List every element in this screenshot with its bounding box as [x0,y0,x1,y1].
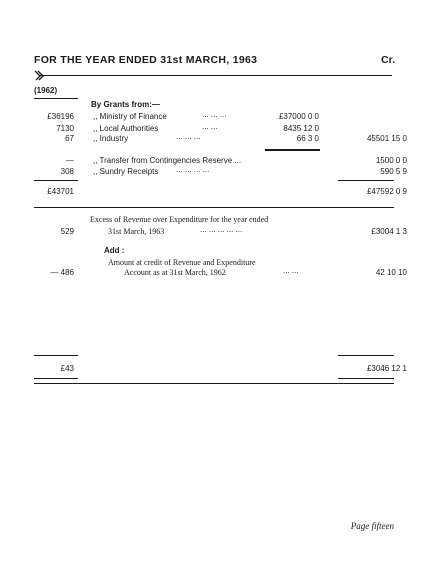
subtotal-rule-left [34,180,78,181]
final-double-rule-left [34,378,78,379]
add-prev: — 486 [50,268,74,277]
leader-dots: ... ... [202,122,218,131]
income-prev-value: 308 [60,167,74,176]
grant-label: ,, Local Authorities [93,124,159,133]
final-prev: £43 [60,364,74,373]
final-rule-right [338,355,394,356]
leader-dots: ... ... ... [202,110,227,119]
grant-label: ,, Ministry of Finance [93,112,167,121]
prior-year-label: (1962) [34,86,58,95]
grant-total: 45501 15 0 [366,134,407,143]
excess-prev: 529 [60,227,74,236]
add-total: 42 10 10 [375,268,407,277]
grant-prev-value: 67 [65,134,74,143]
leader-dots: ... ... ... [176,132,201,141]
top-rule [40,75,392,76]
leader-dots: ... ... ... ... ... [200,225,243,234]
ornament-icon [34,68,48,80]
grant-amount: 8435 12 0 [283,124,319,133]
prior-year-rule [34,98,78,99]
page-title: FOR THE YEAR ENDED 31st MARCH, 1963 [34,54,258,66]
section-rule [34,207,394,208]
income-total: 1500 0 0 [375,156,407,165]
add-label-cont: Account as at 31st March, 1962 [124,268,226,277]
excess-label-cont: 31st March, 1963 [108,227,165,236]
page-number: Page fifteen [350,521,394,531]
grant-amount: £37000 0 0 [278,112,319,121]
grants-heading: By Grants from:— [91,100,160,109]
final-rule-left [34,355,78,356]
subtotal-prev: £43701 [47,187,74,196]
grant-prev-value: 7130 [56,124,74,133]
add-heading: Add : [104,246,125,255]
income-total: 590 5 9 [380,167,407,176]
subtotal-total: £47592 0 9 [366,187,407,196]
grants-subtotal-rule [265,149,320,151]
excess-label: Excess of Revenue over Expenditure for the year ended [90,215,269,224]
grant-prev-value: £36196 [47,112,74,121]
leader-dots: ... ... ... ... [176,165,210,174]
subtotal-rule-right [338,180,394,181]
grant-amount: 66 3 0 [296,134,319,143]
leader-dots: ... ... [283,266,299,275]
excess-total: £3004 1 3 [371,227,407,236]
final-double-rule-right [338,378,394,379]
income-label: ,, Transfer from Contingencies Reserve ... [93,156,242,165]
add-label: Amount at credit of Revenue and Expenditure [108,258,256,267]
income-prev-value: — [66,156,74,165]
grant-label: ,, Industry [93,134,129,143]
income-label: ,, Sundry Receipts [93,167,159,176]
final-total: £3046 12 1 [366,364,407,373]
credit-side-label: Cr. [381,54,396,66]
bottom-rule [34,383,394,384]
